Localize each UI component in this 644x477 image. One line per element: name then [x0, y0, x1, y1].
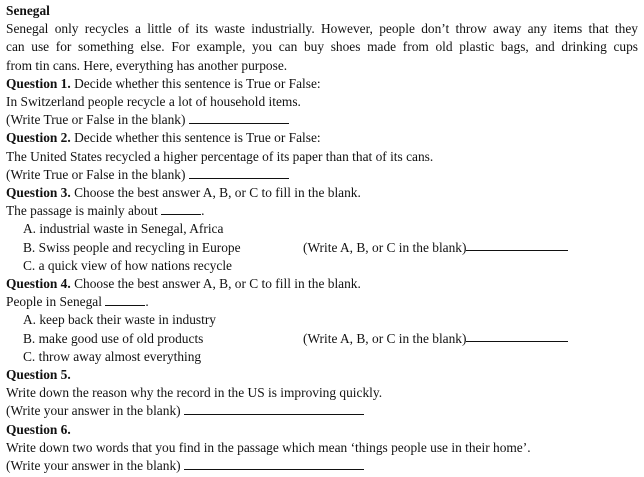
question-6-hint: (Write your answer in the blank) — [6, 458, 181, 474]
question-6-prompt: Write down two words that you find in the passage which mean ‘things people use in their home’. — [6, 439, 531, 455]
question-5-answer-row — [6, 402, 638, 420]
question-3-stem: The passage is mainly about — [6, 203, 158, 219]
question-3-option-a: A. industrial waste in Senegal, Africa — [23, 221, 224, 237]
question-5-answer-blank[interactable] — [184, 403, 364, 415]
question-1-header — [6, 75, 638, 93]
question-3-hint: (Write A, B, or C in the blank) — [303, 239, 467, 255]
question-2-header — [6, 129, 638, 147]
passage-line-3: from tin cans. Here, everything has another purpose. — [6, 57, 288, 73]
question-4-option-c: C. throw away almost everything — [23, 348, 202, 364]
question-1-answer-row — [6, 111, 638, 129]
question-3-option-b-row — [6, 239, 638, 257]
question-4-answer-blank[interactable] — [466, 330, 568, 342]
question-3-stem-row: The passage is mainly about . — [6, 203, 205, 219]
question-4-option-b: B. make good use of old products — [23, 330, 204, 346]
question-1-hint: (Write True or False in the blank) — [6, 112, 186, 128]
question-3-label: Question 3. — [6, 185, 71, 201]
question-6-answer-row — [6, 457, 638, 475]
question-6-label: Question 6. — [6, 421, 71, 437]
question-1-answer-blank[interactable] — [189, 112, 289, 124]
question-6-answer-blank[interactable] — [184, 458, 364, 470]
question-2-label: Question 2. — [6, 130, 71, 146]
question-5-hint: (Write your answer in the blank) — [6, 403, 181, 419]
question-5-prompt: Write down the reason why the record in the US is improving quickly. — [6, 385, 383, 401]
question-4-hint: (Write A, B, or C in the blank) — [303, 330, 467, 346]
passage-line-2: can use for something else. For example, you can buy shoes made from old plastic bags, and drinking cups — [6, 39, 638, 55]
question-3-option-c: C. a quick view of how nations recycle — [23, 257, 232, 273]
question-4-option-b-row — [6, 330, 638, 348]
passage-title: Senegal — [6, 3, 50, 18]
question-3-header — [6, 184, 638, 202]
question-3-instruction: Choose the best answer A, B, or C to fill in the blank. — [74, 185, 361, 201]
passage-line-1: Senegal only recycles a little of its waste industrially. However, people don’t throw away any items that they — [6, 21, 638, 37]
question-4-header — [6, 275, 638, 293]
question-2-answer-blank[interactable] — [189, 167, 289, 179]
question-4-instruction: Choose the best answer A, B, or C to fill in the blank. — [74, 276, 361, 292]
question-5-label: Question 5. — [6, 367, 71, 383]
question-4-option-a: A. keep back their waste in industry — [23, 312, 216, 328]
question-3-option-b: B. Swiss people and recycling in Europe — [23, 239, 241, 255]
question-4-stem-blank — [105, 294, 145, 306]
question-4-stem: People in Senegal — [6, 294, 102, 310]
question-1-statement: In Switzerland people recycle a lot of household items. — [6, 94, 301, 110]
question-2-hint: (Write True or False in the blank) — [6, 166, 186, 182]
question-2-statement: The United States recycled a higher percentage of its paper than that of its cans. — [6, 148, 434, 164]
question-4-label: Question 4. — [6, 276, 71, 292]
question-1-instruction: Decide whether this sentence is True or False: — [74, 75, 321, 91]
question-2-answer-row — [6, 166, 638, 184]
question-2-instruction: Decide whether this sentence is True or False: — [74, 130, 321, 146]
question-3-answer-blank[interactable] — [466, 239, 568, 251]
question-4-stem-row: People in Senegal . — [6, 294, 149, 310]
question-3-stem-blank — [161, 203, 201, 215]
question-1-label: Question 1. — [6, 75, 71, 91]
